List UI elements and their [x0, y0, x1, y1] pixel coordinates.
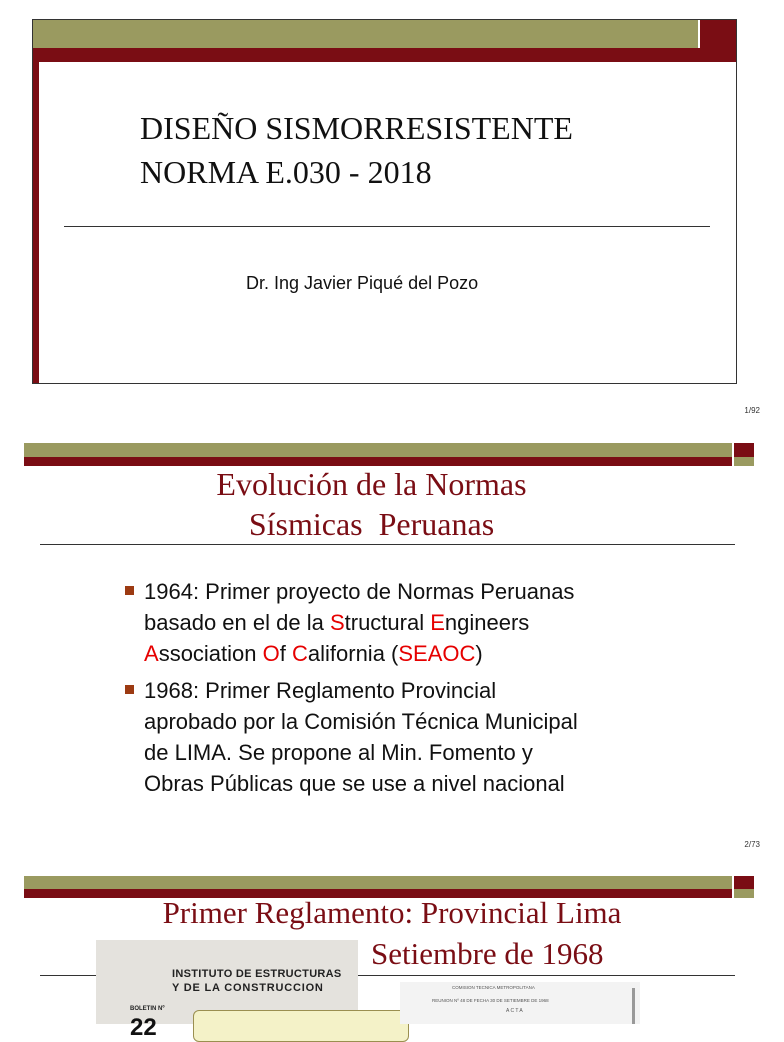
highlight-text: S	[329, 610, 345, 635]
scanned-acta-image	[400, 982, 640, 1024]
bullet-text	[144, 576, 574, 669]
callout-box	[193, 1010, 409, 1042]
highlight-text: E	[430, 610, 445, 635]
slide-2-bullet-list	[125, 576, 725, 799]
bullet-square-icon	[125, 586, 134, 595]
bullet-text	[144, 675, 578, 799]
acta-line-1: COMISION TECNICA METROPOLITANA	[452, 985, 535, 990]
bullet-line	[144, 706, 578, 737]
text-segment: ssociation	[158, 641, 263, 666]
slide-2-title-line-1: Evolución de la Normas	[216, 466, 527, 502]
slide-1-header-bar	[33, 20, 698, 48]
text-segment: alifornia (	[307, 641, 399, 666]
slide-2-title-line-2: Sísmicas Peruanas	[248, 506, 495, 542]
bullet-item	[125, 675, 725, 799]
text-segment: f	[279, 641, 292, 666]
highlight-text: C	[292, 641, 308, 666]
text-segment: tructural	[344, 610, 431, 635]
text-segment: )	[475, 641, 483, 666]
acta-edge-shadow	[632, 988, 635, 1024]
slide-1-maroon-band	[33, 48, 736, 62]
bullet-square-icon	[125, 685, 134, 694]
text-segment: ngineers	[444, 610, 530, 635]
bulletin-label: BOLETIN Nº	[130, 1006, 165, 1012]
page-number-2: 2/73	[744, 840, 760, 849]
bullet-line	[144, 576, 574, 607]
text-segment: 1968: Primer Reglamento Provincial	[144, 678, 497, 703]
text-segment: de LIMA. Se propone al Min. Fomento y	[144, 740, 533, 765]
bullet-line	[144, 638, 574, 669]
text-segment: basado en el de la	[144, 610, 330, 635]
highlight-text: SEAOC	[398, 641, 476, 666]
slide-1-border	[32, 19, 737, 384]
slide-1-title-divider	[64, 226, 710, 227]
bulletin-heading-line-1: INSTITUTO DE ESTRUCTURAS	[172, 968, 342, 980]
bullet-line	[144, 675, 578, 706]
text-segment: aprobado por la Comisión Técnica Municipal	[144, 709, 578, 734]
slide-3-title-line-2: Setiembre de 1968	[371, 936, 604, 971]
highlight-text: A	[144, 641, 159, 666]
slide-1-corner-square	[700, 20, 736, 48]
highlight-text: O	[262, 641, 280, 666]
acta-line-2: REUNION Nº 48 DE FECHA 30 DE SETIEMBRE DE 1968	[432, 998, 549, 1003]
acta-line-3: A C T A	[506, 1008, 523, 1014]
text-segment: 1964: Primer proyecto de Normas Peruanas	[144, 579, 575, 604]
slide-2-corner-square	[734, 443, 754, 457]
bulletin-heading-line-2: Y DE LA CONSTRUCCION	[172, 982, 324, 994]
bulletin-number: 22	[130, 1014, 157, 1041]
slide-1-title-line-1: DISEÑO SISMORRESISTENTE	[140, 110, 573, 146]
slide-2-title-divider	[40, 544, 735, 545]
slide-2-corner-square-small	[734, 457, 754, 466]
page-number-1: 1/92	[744, 406, 760, 415]
bullet-line	[144, 737, 578, 768]
slide-3-corner-square	[734, 876, 754, 889]
slide-1-author: Dr. Ing Javier Piqué del Pozo	[246, 273, 479, 293]
bullet-line	[144, 768, 578, 799]
slide-2-maroon-band	[24, 457, 732, 466]
bullet-item	[125, 576, 725, 669]
slide-1-title-line-2: NORMA E.030 - 2018	[140, 154, 432, 190]
slide-3-title-line-1: Primer Reglamento: Provincial Lima	[162, 895, 622, 930]
bullet-line	[144, 607, 574, 638]
slide-2-header-bar	[24, 443, 732, 457]
text-segment: Obras Públicas que se use a nivel nacional	[144, 771, 565, 796]
slide-3-header-bar	[24, 876, 732, 889]
slide-1-left-stripe	[33, 62, 39, 383]
